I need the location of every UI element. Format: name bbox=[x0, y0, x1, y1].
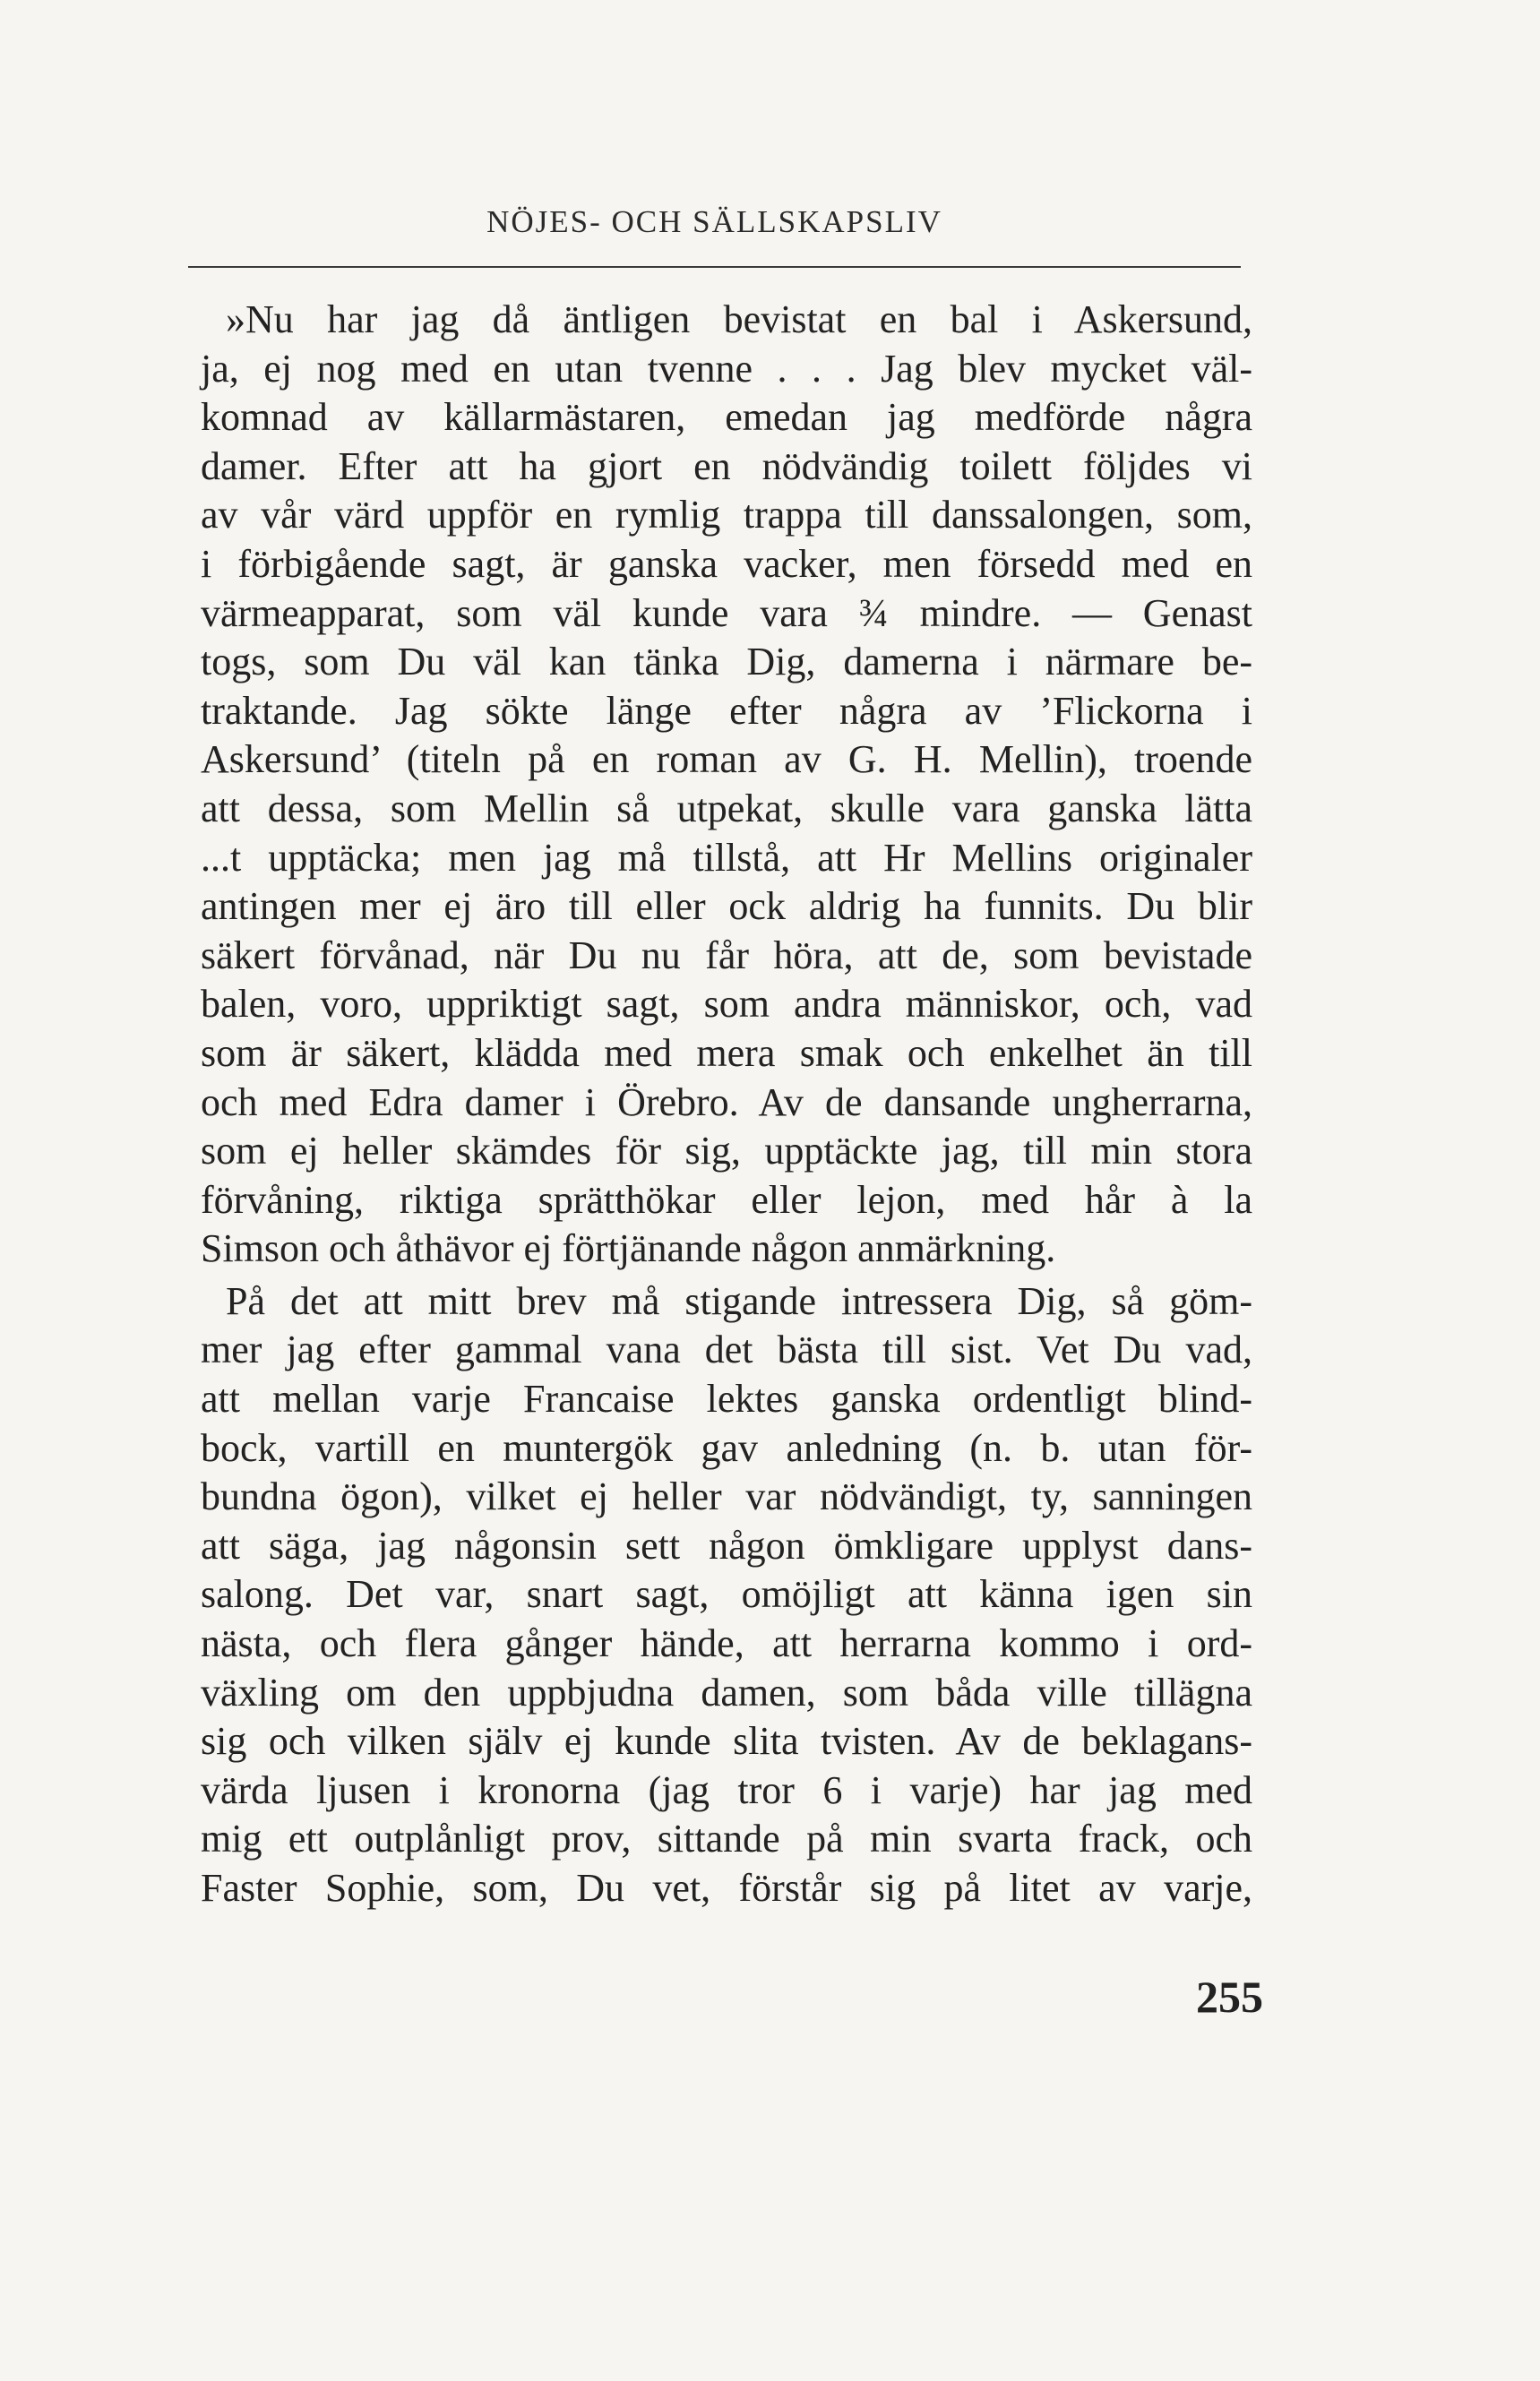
page-number: 255 bbox=[1196, 1972, 1263, 2022]
text-line: traktande. Jag sökte länge efter några av ’Flickorna i bbox=[201, 688, 1252, 733]
text-line: i förbigående sagt, är ganska vacker, men försedd med en bbox=[201, 541, 1252, 586]
running-header: NÖJES- OCH SÄLLSKAPSLIV bbox=[486, 204, 942, 239]
text-line: balen, voro, uppriktigt sagt, som andra människor, och, vad bbox=[201, 982, 1252, 1027]
text-line: förvåning, riktiga sprätthökar eller lejon, med hår à la bbox=[201, 1177, 1252, 1222]
text-line: som är säkert, klädda med mera smak och enkelhet än till bbox=[201, 1030, 1252, 1075]
text-line: salong. Det var, snart sagt, omöjligt att känna igen sin bbox=[201, 1572, 1252, 1617]
text-line: Faster Sophie, som, Du vet, förstår sig på litet av varje, bbox=[201, 1866, 1252, 1910]
text-line: värmeapparat, som väl kunde vara ¾ mindre. — Genast bbox=[201, 590, 1252, 635]
text-line: ja, ej nog med en utan tvenne . . . Jag blev mycket väl- bbox=[201, 346, 1252, 391]
text-line: antingen mer ej äro till eller ock aldrig ha funnits. Du blir bbox=[201, 884, 1252, 929]
text-line: av vår värd uppför en rymlig trappa till danssalongen, som, bbox=[201, 493, 1252, 537]
text-line: togs, som Du väl kan tänka Dig, damerna i närmare be- bbox=[201, 640, 1252, 684]
text-line: värda ljusen i kronorna (jag tror 6 i varje) har jag med bbox=[201, 1767, 1252, 1812]
text-line: att dessa, som Mellin så utpekat, skulle vara ganska lätta bbox=[201, 786, 1252, 830]
text-line: »Nu har jag då äntligen bevistat en bal i Askersund, bbox=[226, 297, 1252, 341]
text-line: växling om den uppbjudna damen, som båda ville tillägna bbox=[201, 1670, 1252, 1715]
text-line: sig och vilken själv ej kunde slita tvisten. Av de beklagans- bbox=[201, 1719, 1252, 1764]
text-line: bock, vartill en muntergök gav anledning (n. b. utan för- bbox=[201, 1425, 1252, 1470]
text-line: som ej heller skämdes för sig, upptäckte jag, till min stora bbox=[201, 1129, 1252, 1173]
text-line: och med Edra damer i Örebro. Av de dansande ungherrarna, bbox=[201, 1079, 1252, 1124]
text-line: nästa, och flera gånger hände, att herrarna kommo i ord- bbox=[201, 1621, 1252, 1666]
paragraph-1 bbox=[201, 296, 1252, 1274]
text-line: Askersund’ (titeln på en roman av G. H. Mellin), troende bbox=[201, 737, 1252, 782]
text-line: bundna ögon), vilket ej heller var nödvändigt, ty, sanningen bbox=[201, 1474, 1252, 1519]
text-line: komnad av källarmästaren, emedan jag medförde några bbox=[201, 395, 1252, 440]
text-line: ...t upptäcka; men jag må tillstå, att Hr Mellins originaler bbox=[201, 835, 1252, 880]
text-line: mer jag efter gammal vana det bästa till sist. Vet Du vad, bbox=[201, 1328, 1252, 1372]
text-line: damer. Efter att ha gjort en nödvändig toilett följdes vi bbox=[201, 443, 1252, 488]
text-line: Simson och åthävor ej förtjänande någon anmärkning. bbox=[201, 1226, 1056, 1271]
text-line: mig ett outplånligt prov, sittande på min svarta frack, och bbox=[201, 1817, 1252, 1861]
text-line: att säga, jag någonsin sett någon ömkligare upplyst dans- bbox=[201, 1523, 1252, 1568]
header-rule bbox=[188, 266, 1241, 268]
body-text bbox=[201, 296, 1252, 1913]
text-line: På det att mitt brev må stigande intressera Dig, så göm- bbox=[226, 1278, 1252, 1323]
text-line: säkert förvånad, när Du nu får höra, att de, som bevistade bbox=[201, 933, 1252, 977]
text-line: att mellan varje Francaise lektes ganska ordentligt blind- bbox=[201, 1377, 1252, 1422]
paragraph-2 bbox=[201, 1277, 1252, 1913]
